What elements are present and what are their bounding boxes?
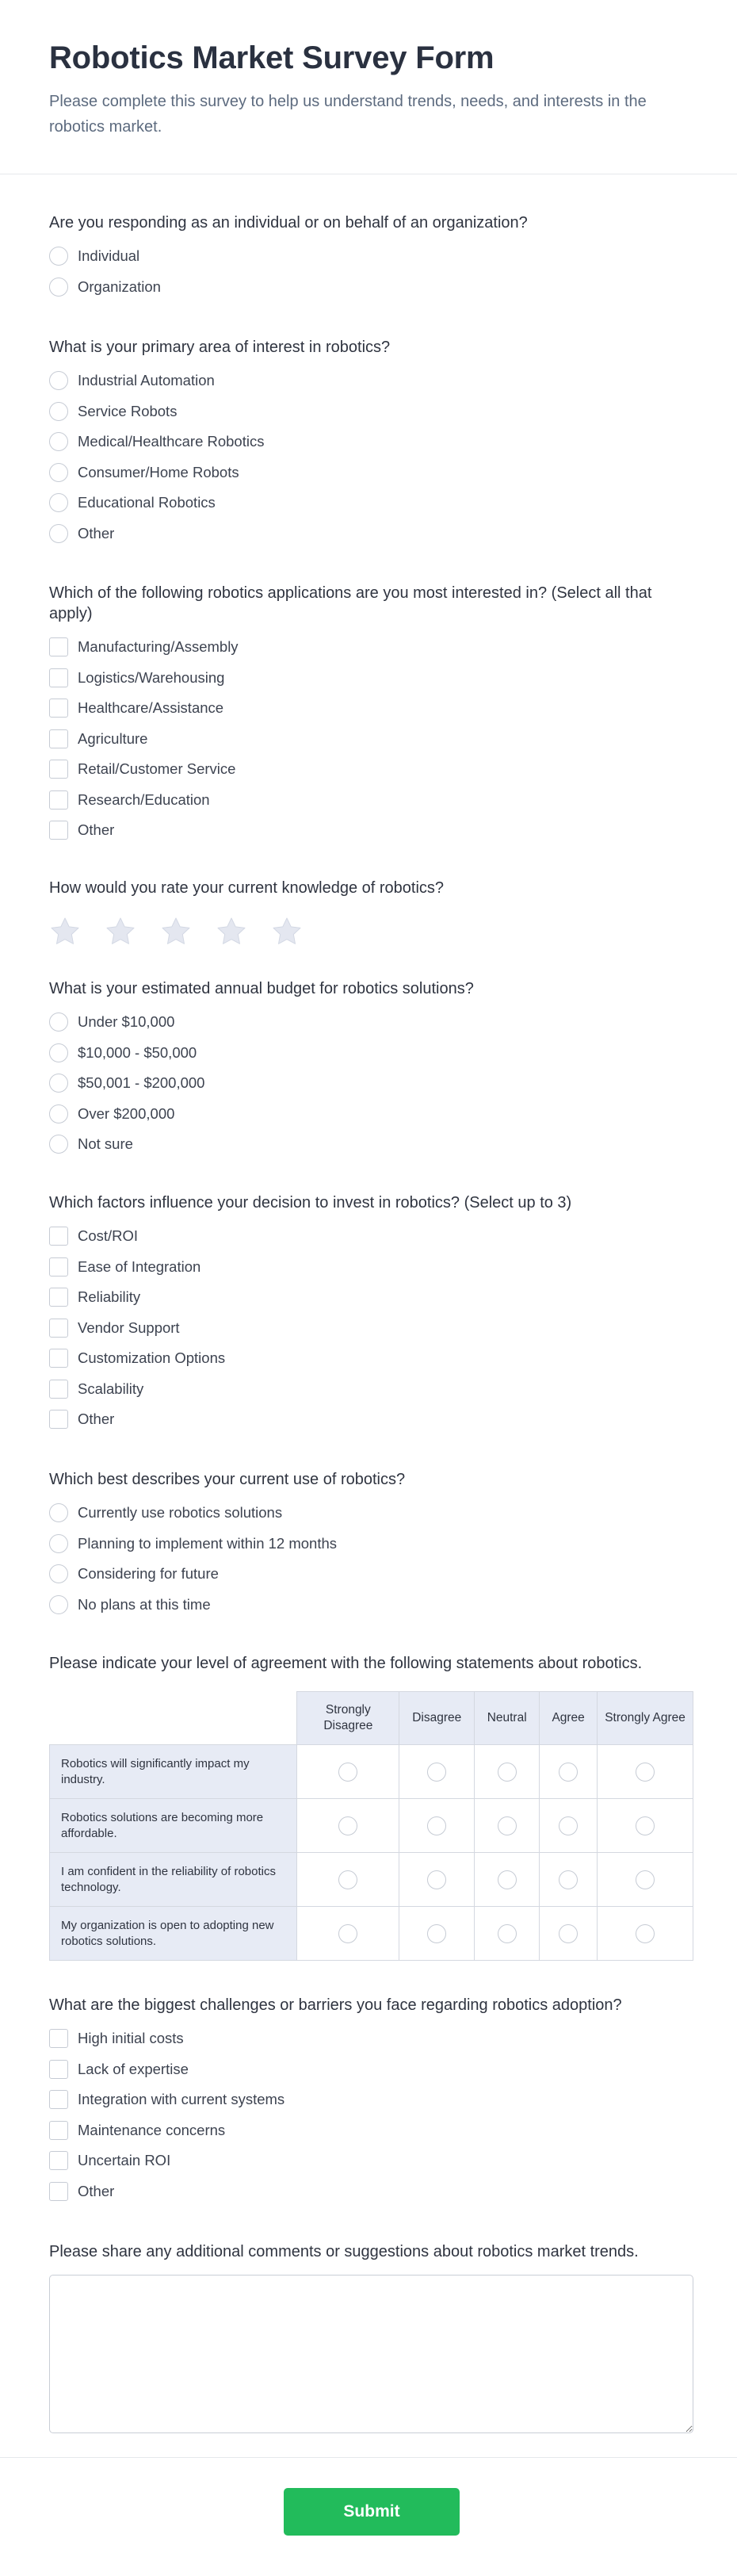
radio-option[interactable] [49,246,693,266]
option-label: Consumer/Home Robots [78,463,239,480]
checkbox-option[interactable] [49,2089,693,2110]
star-icon[interactable] [105,916,136,947]
option-label: Medical/Healthcare Robotics [78,433,265,450]
option-label: $50,001 - $200,000 [78,1074,205,1091]
options-list [49,1226,693,1430]
option-label: Service Robots [78,402,178,419]
options-list [49,370,693,544]
option-label: Over $200,000 [78,1104,175,1122]
radio-option[interactable] [49,1594,693,1615]
matrix-radio[interactable] [498,1870,517,1889]
matrix-corner [50,1692,297,1745]
question-label: How would you rate your current knowledge of robotics? [49,879,445,897]
question-label: What are the biggest challenges or barriers you face regarding robotics adoption? [49,1996,622,2014]
option-label: Under $10,000 [78,1013,175,1030]
radio-button[interactable] [49,493,68,512]
comments-textarea[interactable] [49,2275,693,2433]
matrix-row [50,1745,693,1799]
option-label: Lack of expertise [78,2060,189,2077]
option-label: Other [78,524,115,542]
checkbox[interactable] [49,729,68,748]
matrix-cell [540,1799,598,1853]
option-label: Integration with current systems [78,2091,285,2107]
radio-button[interactable] [49,247,68,266]
option-label: Other [78,821,115,838]
radio-option[interactable] [49,1012,693,1032]
checkbox[interactable] [49,2029,68,2048]
radio-button[interactable] [49,371,68,390]
checkbox[interactable] [49,1349,68,1368]
option-label: Not sure [78,1135,133,1152]
option-label: Organization [78,278,161,295]
option-label: Manufacturing/Assembly [78,638,239,655]
checkbox-option[interactable] [49,1348,693,1368]
matrix-cell [540,1853,598,1907]
options-list [49,1502,693,1615]
question-label: Are you responding as an individual or on behalf of an organization? [49,214,528,232]
matrix-cell [475,1853,540,1907]
question-current-use [49,1469,693,1625]
matrix-column-header: Agree [540,1692,598,1745]
matrix-radio[interactable] [427,1763,446,1782]
option-label: Other [78,2182,115,2199]
option-label: Retail/Customer Service [78,760,236,777]
option-label: Agriculture [78,729,148,747]
checkbox-option[interactable] [49,2028,693,2049]
radio-option[interactable] [49,1043,693,1063]
option-label: High initial costs [78,2030,184,2046]
radio-option[interactable] [49,492,693,513]
matrix-cell [399,1907,475,1961]
radio-option[interactable] [49,1104,693,1124]
checkbox[interactable] [49,2151,68,2170]
checkbox-option[interactable] [49,1226,693,1246]
option-label: Educational Robotics [78,494,216,511]
question-label: Which best describes your current use of robotics? [49,1471,406,1488]
checkbox[interactable] [49,699,68,718]
matrix-radio[interactable] [559,1816,578,1835]
checkbox[interactable] [49,1319,68,1338]
option-label: No plans at this time [78,1595,211,1613]
matrix-radio[interactable] [559,1924,578,1943]
question-respondent-type [49,212,693,307]
checkbox-option[interactable] [49,2181,693,2202]
checkbox[interactable] [49,1227,68,1246]
matrix-radio[interactable] [636,1816,655,1835]
star-icon[interactable] [49,916,81,947]
matrix-cell [598,1853,693,1907]
checkbox[interactable] [49,1410,68,1429]
options-list [49,1012,693,1154]
option-label: Logistics/Warehousing [78,668,225,686]
checkbox[interactable] [49,1257,68,1277]
radio-button[interactable] [49,1503,68,1522]
radio-button[interactable] [49,432,68,451]
matrix-row [50,1799,693,1853]
matrix-radio[interactable] [498,1816,517,1835]
matrix-radio[interactable] [636,1763,655,1782]
checkbox-option[interactable] [49,698,693,718]
matrix-header-row [50,1692,693,1745]
matrix-radio[interactable] [338,1924,357,1943]
checkbox-option[interactable] [49,1287,693,1307]
matrix-column-header: Strongly Agree [598,1692,693,1745]
radio-button[interactable] [49,1043,68,1062]
matrix-row-label: My organization is open to adopting new robotics solutions. [50,1907,297,1961]
radio-option[interactable] [49,462,693,483]
matrix-cell [297,1907,399,1961]
checkbox[interactable] [49,760,68,779]
checkbox-option[interactable] [49,1379,693,1399]
checkbox-option[interactable] [49,759,693,779]
radio-option[interactable] [49,401,693,422]
page-subtitle: Please complete this survey to help us understand trends, needs, and interests in the robotics market. [49,93,647,136]
matrix-radio[interactable] [338,1816,357,1835]
footer-divider [0,2457,737,2458]
question-comments [49,2241,693,2433]
matrix-cell [598,1745,693,1799]
matrix-cell [297,1745,399,1799]
checkbox[interactable] [49,821,68,840]
matrix-radio[interactable] [427,1870,446,1889]
matrix-column-header: Disagree [399,1692,475,1745]
matrix-cell [540,1907,598,1961]
matrix-cell [297,1799,399,1853]
radio-option[interactable] [49,370,693,391]
radio-button[interactable] [49,278,68,297]
star-icon[interactable] [216,916,247,947]
matrix-row-label: I am confident in the reliability of robotics technology. [50,1853,297,1907]
checkbox[interactable] [49,2121,68,2140]
checkbox[interactable] [49,790,68,810]
radio-button[interactable] [49,1564,68,1583]
matrix-cell [475,1745,540,1799]
radio-button[interactable] [49,1135,68,1154]
option-label: Planning to implement within 12 months [78,1534,338,1552]
matrix-radio[interactable] [338,1763,357,1782]
option-label: Scalability [78,1380,144,1397]
checkbox-option[interactable] [49,2150,693,2171]
option-label: $10,000 - $50,000 [78,1043,197,1061]
option-label: Industrial Automation [78,372,215,389]
matrix-cell [598,1907,693,1961]
matrix-cell [399,1745,475,1799]
checkbox[interactable] [49,637,68,656]
option-label: Cost/ROI [78,1227,139,1244]
page-title: Robotics Market Survey Form [49,40,495,75]
matrix-radio[interactable] [427,1924,446,1943]
checkbox[interactable] [49,2060,68,2079]
checkbox[interactable] [49,668,68,687]
matrix-radio[interactable] [559,1763,578,1782]
option-label: Considering for future [78,1565,219,1582]
matrix-cell [475,1907,540,1961]
checkbox-option[interactable] [49,1409,693,1430]
option-label: Individual [78,247,140,264]
matrix-column-header: Neutral [475,1692,540,1745]
matrix-column-header: Strongly Disagree [297,1692,399,1745]
radio-button[interactable] [49,1012,68,1032]
radio-option[interactable] [49,277,693,297]
matrix-radio[interactable] [338,1870,357,1889]
checkbox-option[interactable] [49,820,693,840]
matrix-cell [540,1745,598,1799]
question-label: Please indicate your level of agreement with the following statements about robotics. [49,1655,643,1672]
matrix-radio[interactable] [636,1870,655,1889]
option-label: Research/Education [78,790,210,808]
radio-option[interactable] [49,523,693,544]
checkbox[interactable] [49,2182,68,2201]
checkbox-option[interactable] [49,729,693,749]
radio-option[interactable] [49,1533,693,1554]
option-label: Other [78,1410,115,1427]
matrix-row [50,1907,693,1961]
checkbox[interactable] [49,1288,68,1307]
matrix-cell [598,1799,693,1853]
radio-option[interactable] [49,1073,693,1093]
matrix-row-label: Robotics solutions are becoming more affordable. [50,1799,297,1853]
question-decision-factors [49,1192,693,1440]
options-list [49,246,693,297]
question-challenges [49,1995,693,2211]
question-agreement-matrix [49,1653,693,1961]
matrix-row-label: Robotics will significantly impact my industry. [50,1745,297,1799]
question-label: Which of the following robotics applications are you most interested in? (Select all that apply) [49,584,652,622]
radio-option[interactable] [49,1564,693,1584]
radio-button[interactable] [49,1534,68,1553]
radio-button[interactable] [49,402,68,421]
submit-button[interactable]: Submit [284,2488,460,2536]
radio-button[interactable] [49,1104,68,1123]
options-list [49,2028,693,2202]
checkbox-option[interactable] [49,1257,693,1277]
radio-option[interactable] [49,1134,693,1154]
form-header [0,0,737,174]
checkbox-option[interactable] [49,2059,693,2080]
checkbox-option[interactable] [49,2120,693,2141]
option-label: Customization Options [78,1349,226,1366]
radio-button[interactable] [49,463,68,482]
question-primary-interest [49,337,693,553]
checkbox[interactable] [49,1380,68,1399]
question-applications [49,583,693,851]
option-label: Vendor Support [78,1319,180,1336]
question-label: Please share any additional comments or suggestions about robotics market trends. [49,2243,639,2260]
radio-option[interactable] [49,1502,693,1523]
radio-button[interactable] [49,1074,68,1093]
radio-option[interactable] [49,431,693,452]
star-icon[interactable] [271,916,303,947]
option-label: Healthcare/Assistance [78,699,224,716]
radio-button[interactable] [49,1595,68,1614]
question-knowledge-rating [49,878,693,947]
question-label: What is your primary area of interest in robotics? [49,339,391,356]
option-label: Maintenance concerns [78,2121,226,2138]
matrix-radio[interactable] [559,1870,578,1889]
option-label: Currently use robotics solutions [78,1504,283,1521]
matrix-radio[interactable] [636,1924,655,1943]
checkbox-option[interactable] [49,637,693,657]
matrix-radio[interactable] [498,1924,517,1943]
matrix-row [50,1853,693,1907]
matrix-radio[interactable] [498,1763,517,1782]
question-label: What is your estimated annual budget for robotics solutions? [49,980,474,997]
options-list [49,637,693,840]
option-label: Uncertain ROI [78,2152,171,2168]
matrix-cell [475,1799,540,1853]
question-label: Which factors influence your decision to invest in robotics? (Select up to 3) [49,1194,572,1211]
checkbox[interactable] [49,2090,68,2109]
matrix-radio[interactable] [427,1816,446,1835]
radio-button[interactable] [49,524,68,543]
option-label: Reliability [78,1288,141,1305]
checkbox-option[interactable] [49,790,693,810]
matrix-cell [399,1853,475,1907]
option-label: Ease of Integration [78,1257,201,1275]
checkbox-option[interactable] [49,1318,693,1338]
agreement-matrix [49,1691,693,1961]
matrix-cell [399,1799,475,1853]
star-rating [49,916,693,947]
star-icon[interactable] [160,916,192,947]
question-budget [49,978,693,1165]
checkbox-option[interactable] [49,668,693,688]
matrix-cell [297,1853,399,1907]
